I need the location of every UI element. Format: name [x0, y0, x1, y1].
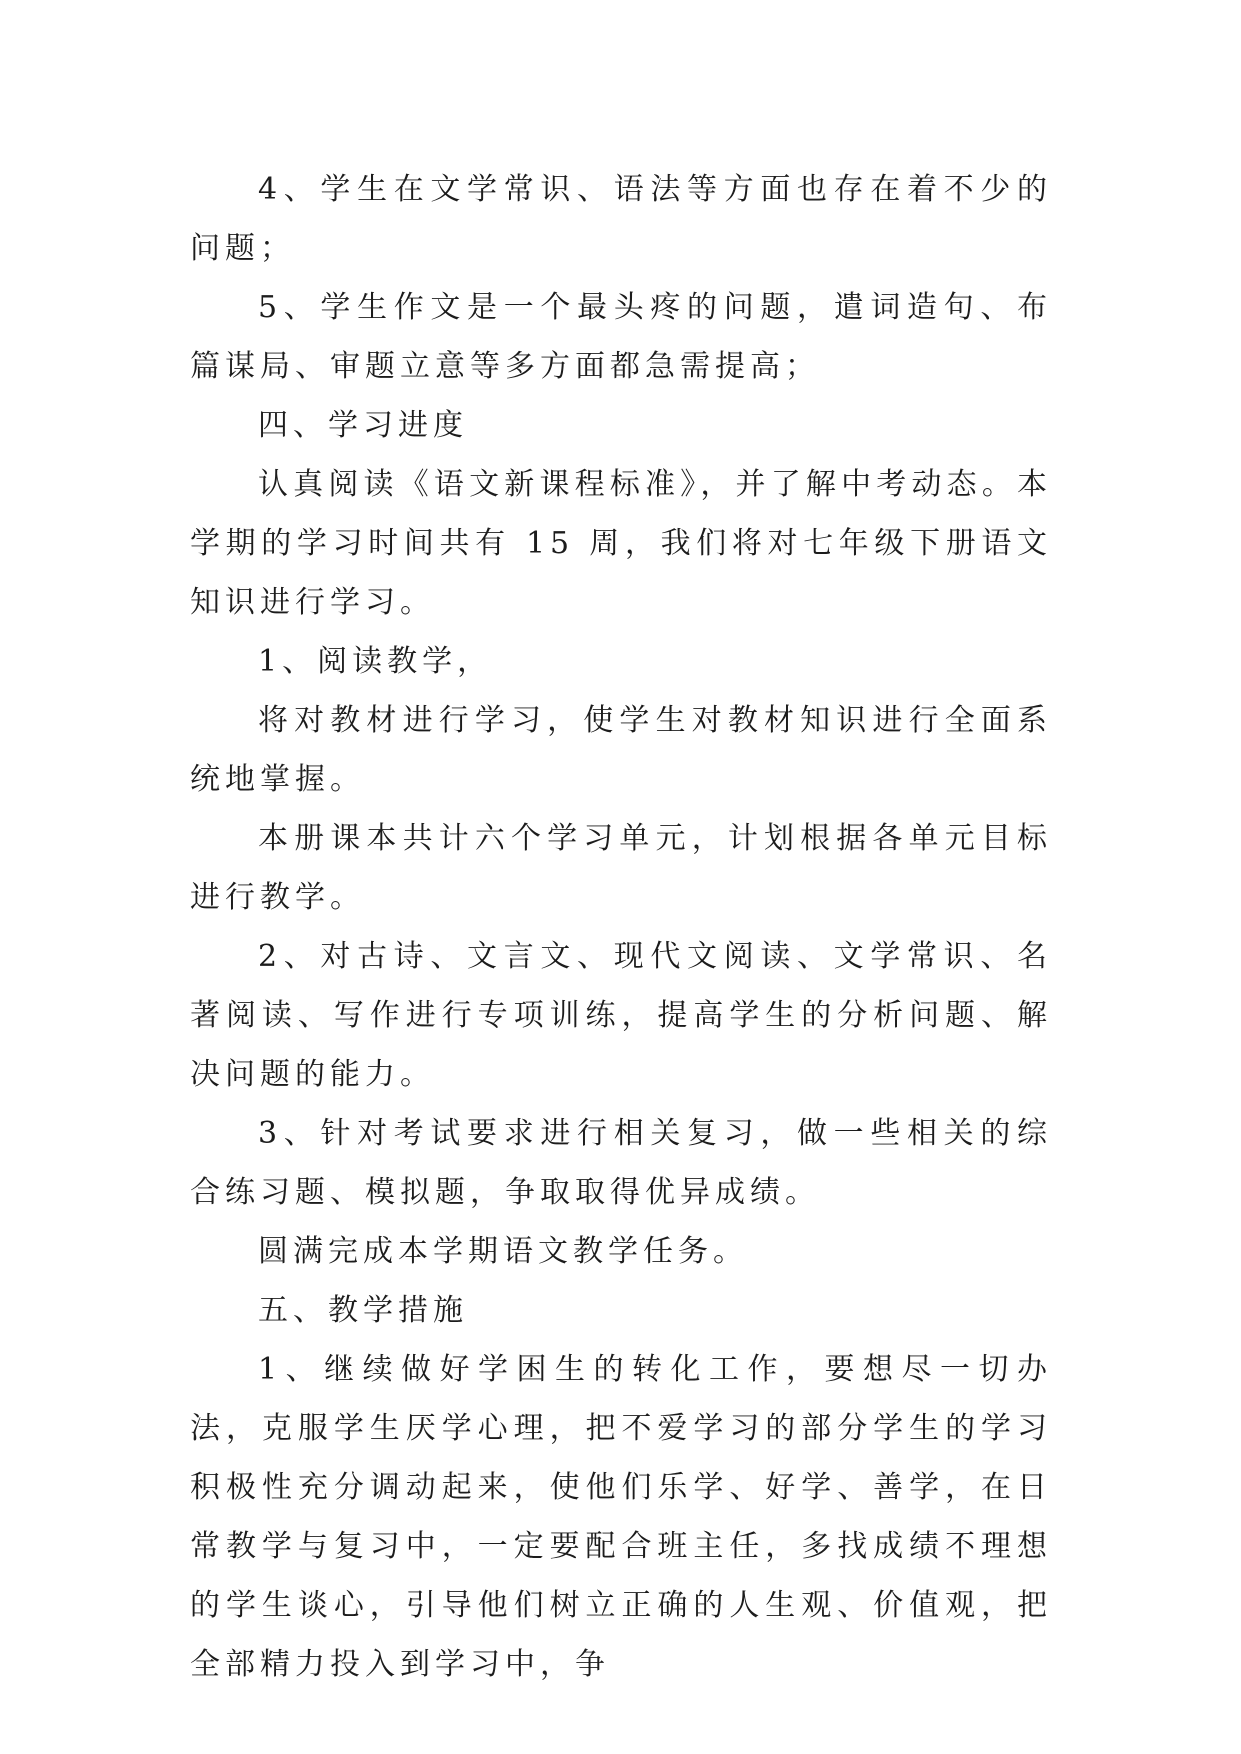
paragraph-item-2-special-training: 2、对古诗、文言文、现代文阅读、文学常识、名著阅读、写作进行专项训练，提高学生的分析问题、解决问题的能力。	[190, 939, 1052, 1092]
paragraph-item-5-composition: 5、学生作文是一个最头疼的问题，遣词造句、布篇谋局、审题立意等多方面都急需提高；	[190, 290, 1052, 384]
paragraph-item-1-struggling-students: 1、继续做好学困生的转化工作，要想尽一切办法，克服学生厌学心理，把不爱学习的部分学生的学习积极性充分调动起来，使他们乐学、好学、善学，在日常教学与复习中，一定要配合班主任，多找成绩不理想的学生谈心，引导他们树立正确的人生观、价值观，把全部精力投入到学习中，争	[190, 1352, 1052, 1682]
document-body	[190, 160, 1052, 1694]
paragraph-curriculum-standard: 认真阅读《语文新课程标准》，并了解中考动态。本学期的学习时间共有 15 周，我们将对七年级下册语文知识进行学习。	[190, 467, 1052, 620]
paragraph-complete-tasks: 圆满完成本学期语文教学任务。	[258, 1234, 748, 1269]
section-heading-teaching-measures: 五、教学措施	[258, 1293, 468, 1328]
paragraph-item-4-literature-grammar: 4、学生在文学常识、语法等方面也存在着不少的问题；	[190, 172, 1052, 266]
section-heading-learning-progress: 四、学习进度	[258, 408, 468, 443]
paragraph-item-3-exam-review: 3、针对考试要求进行相关复习，做一些相关的综合练习题、模拟题，争取取得优异成绩。	[190, 1116, 1052, 1210]
paragraph-six-units: 本册课本共计六个学习单元，计划根据各单元目标进行教学。	[190, 821, 1052, 915]
paragraph-textbook-study: 将对教材进行学习，使学生对教材知识进行全面系统地掌握。	[190, 703, 1052, 797]
paragraph-item-1-reading-teaching: 1、阅读教学，	[258, 644, 493, 679]
